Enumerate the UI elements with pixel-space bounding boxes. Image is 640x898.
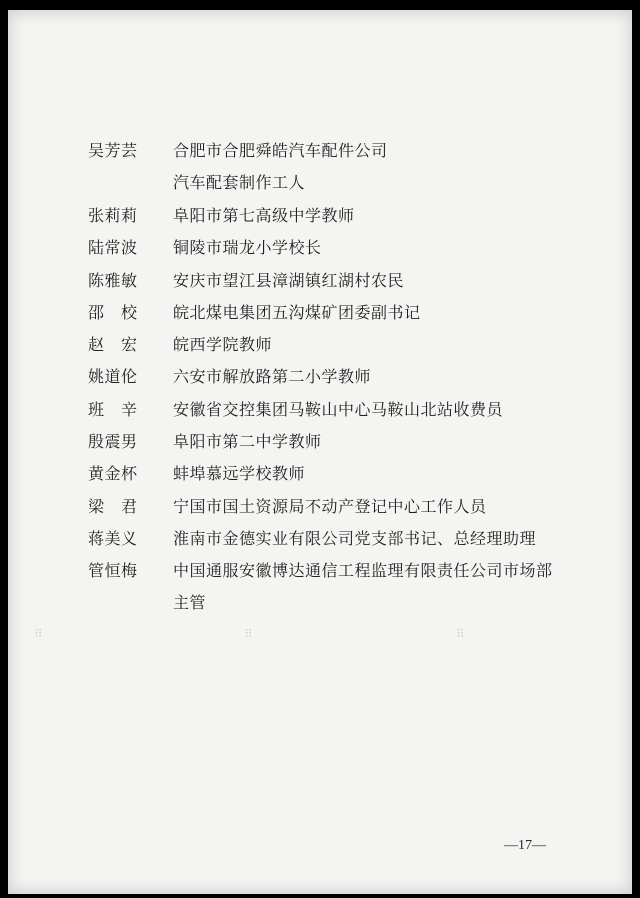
person-description-continued: 主管 (173, 593, 207, 612)
person-name: 梁 君 (88, 497, 138, 516)
person-name: 陈雅敏 (88, 271, 138, 290)
document-page (8, 10, 632, 894)
person-name: 蒋美义 (88, 529, 138, 548)
bleed-through-mark: ⠿ (244, 627, 253, 641)
person-name: 姚道伦 (88, 367, 138, 386)
person-description: 阜阳市第二中学教师 (173, 432, 322, 451)
person-name: 殷震男 (88, 432, 138, 451)
person-description: 阜阳市第七高级中学教师 (173, 206, 355, 225)
person-description: 安庆市望江县漳湖镇红湖村农民 (173, 271, 405, 290)
person-name: 班 辛 (88, 400, 138, 419)
person-description-continued: 汽车配套制作工人 (173, 173, 306, 192)
person-description: 六安市解放路第二小学教师 (173, 367, 372, 386)
person-description: 安徽省交控集团马鞍山中心马鞍山北站收费员 (173, 400, 504, 419)
bleed-through-mark: ⠿ (456, 627, 465, 641)
person-description: 铜陵市瑞龙小学校长 (173, 238, 322, 257)
page-number: —17— (504, 838, 546, 853)
bleed-through-mark: ⠿ (34, 627, 43, 641)
person-name: 邵 校 (88, 303, 138, 322)
person-name: 赵 宏 (88, 335, 138, 354)
person-description: 淮南市金德实业有限公司党支部书记、总经理助理 (173, 529, 537, 548)
person-name: 陆常波 (88, 238, 138, 257)
person-name: 吴芳芸 (88, 141, 138, 160)
person-name: 黄金杯 (88, 464, 138, 483)
person-description: 皖北煤电集团五沟煤矿团委副书记 (173, 303, 421, 322)
person-description: 宁国市国土资源局不动产登记中心工作人员 (173, 497, 487, 516)
person-description: 合肥市合肥舜皓汽车配件公司 (173, 141, 388, 160)
person-name: 管恒梅 (88, 561, 138, 580)
person-description: 蚌埠慕远学校教师 (173, 464, 306, 483)
person-name: 张莉莉 (88, 206, 138, 225)
person-description: 中国通服安徽博达通信工程监理有限责任公司市场部 (173, 561, 553, 580)
person-description: 皖西学院教师 (173, 335, 273, 354)
